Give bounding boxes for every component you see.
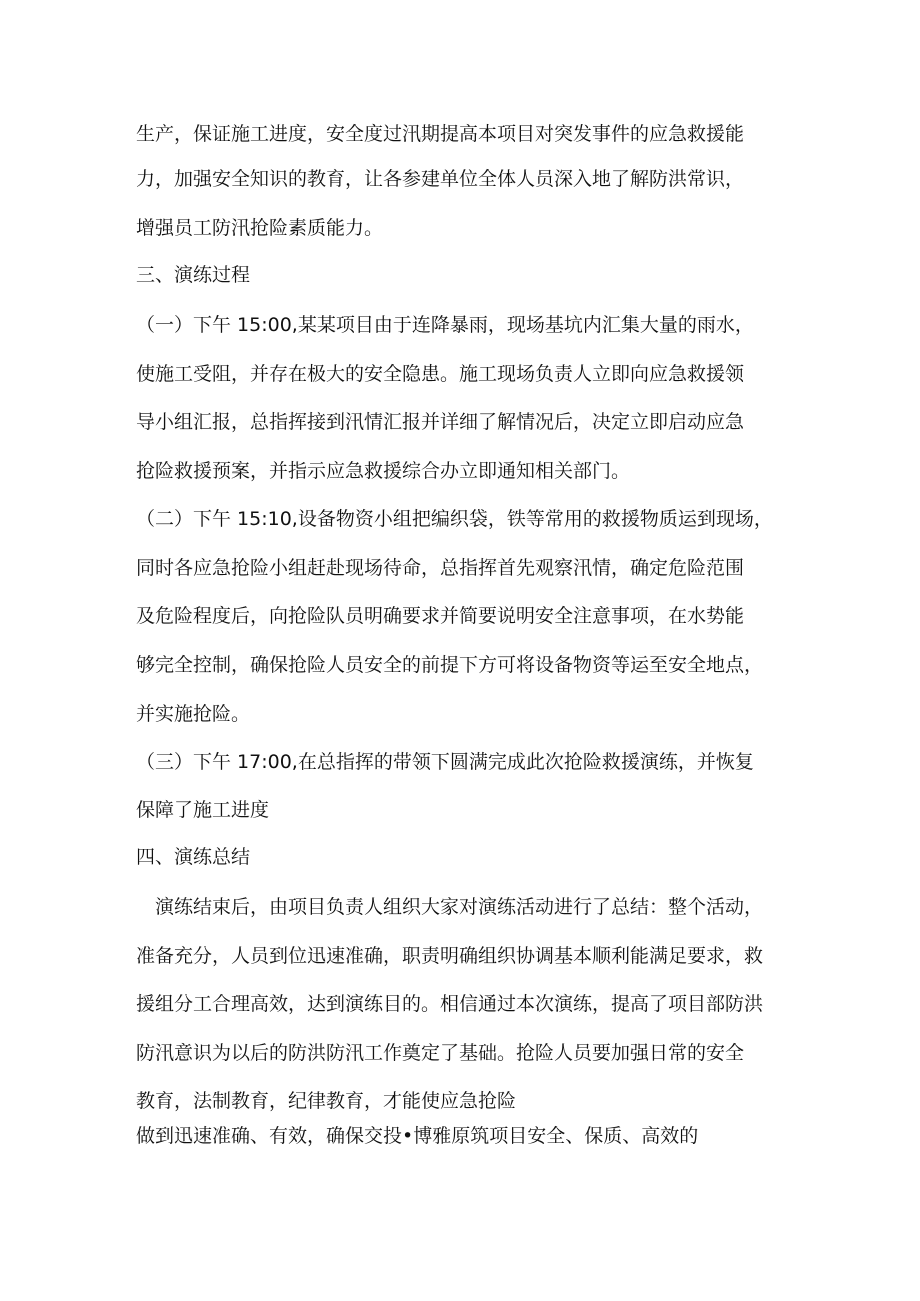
body-line-22: 做到迅速准确、有效，确保交投•博雅原筑项目安全、保质、高效的 [136,1125,699,1147]
section-heading-4: 四、演练总结 [136,846,251,868]
body-line-6: 使施工受阻，并存在极大的安全隐患。施工现场负责人立即向应急救援领 [136,363,745,385]
body-line-13: 并实施抢险。 [136,703,251,725]
body-line-14: （三）下午 17:00,在总指挥的带领下圆满完成此次抢险救援演练，并恢复 [136,751,754,773]
body-line-2: 力，加强安全知识的教育，让各参建单位全体人员深入地了解防洪常识， [136,168,745,190]
body-line-12: 够完全控制，确保抢险人员安全的前提下方可将设备物资等运至安全地点， [136,654,764,676]
body-line-8: 抢险救援预案，并指示应急救援综合办立即通知相关部门。 [136,460,631,482]
body-line-7: 导小组汇报，总指挥接到汛情汇报并详细了解情况后，决定立即启动应急 [136,411,745,433]
body-line-17: 演练结束后，由项目负责人组织大家对演练活动进行了总结：整个活动， [136,896,764,918]
body-line-11: 及危险程度后，向抢险队员明确要求并简要说明安全注意事项，在水势能 [136,605,745,627]
body-line-1: 生产，保证施工进度，安全度过汛期提高本项目对突发事件的应急救援能 [136,123,745,145]
body-line-21: 教育，法制教育，纪律教育，才能使应急抢险 [136,1090,517,1112]
body-line-5: （一）下午 15:00,某某项目由于连降暴雨，现场基坑内汇集大量的雨水， [136,314,754,336]
body-line-15: 保障了施工进度 [136,799,270,821]
body-line-18: 准备充分，人员到位迅速准确，职责明确组织协调基本顺利能满足要求，救 [136,945,764,967]
section-heading-3: 三、演练过程 [136,264,251,286]
body-line-9: （二）下午 15:10,设备物资小组把编织袋，铁等常用的救援物质运到现场， [136,508,773,530]
body-line-19: 援组分工合理高效，达到演练目的。相信通过本次演练，提高了项目部防洪 [136,993,764,1015]
body-line-10: 同时各应急抢险小组赶赴现场待命，总指挥首先观察汛情，确定危险范围 [136,557,745,579]
body-line-3: 增强员工防汛抢险素质能力。 [136,217,384,239]
body-line-20: 防汛意识为以后的防洪防汛工作奠定了基础。抢险人员要加强日常的安全 [136,1042,745,1064]
